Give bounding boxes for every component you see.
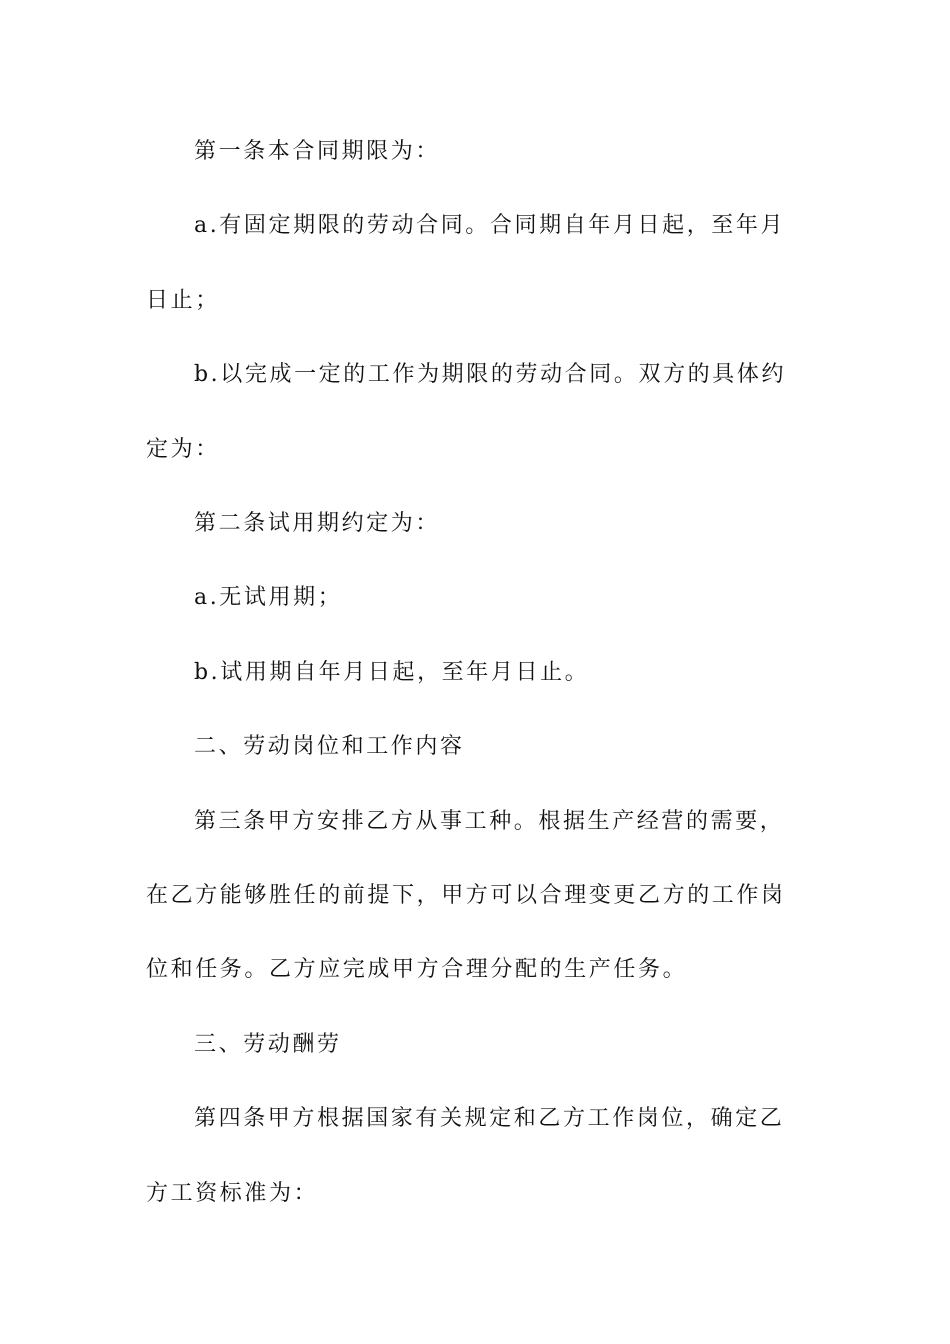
- paragraph-wage-article-4: 第四条甲方根据国家有关规定和乙方工作岗位，确定乙方工资标准为：: [146, 1106, 785, 1206]
- section-heading-remuneration: 三、劳动酬劳: [194, 1031, 342, 1057]
- paragraph-probation-article-2: 第二条试用期约定为：: [194, 511, 441, 537]
- section-heading-job-content: 二、劳动岗位和工作内容: [194, 734, 465, 760]
- paragraph-task-term: b.以完成一定的工作为期限的劳动合同。双方的具体约定为：: [146, 362, 787, 462]
- paragraph-fixed-term: a.有固定期限的劳动合同。合同期自年月日起，至年月日止；: [146, 213, 786, 313]
- document-body: [146, 115, 806, 1231]
- paragraph-probation-period: b.试用期自年月日起，至年月日止。: [194, 659, 590, 685]
- paragraph-term-article-1: 第一条本合同期限为：: [194, 139, 441, 164]
- paragraph-no-probation: a.无试用期；: [194, 585, 343, 611]
- paragraph-job-article-3: 第三条甲方安排乙方从事工种。根据生产经营的需要，在乙方能够胜任的前提下，甲方可以合理变更乙方的工作岗位和任务。乙方应完成甲方合理分配的生产任务。: [146, 808, 786, 983]
